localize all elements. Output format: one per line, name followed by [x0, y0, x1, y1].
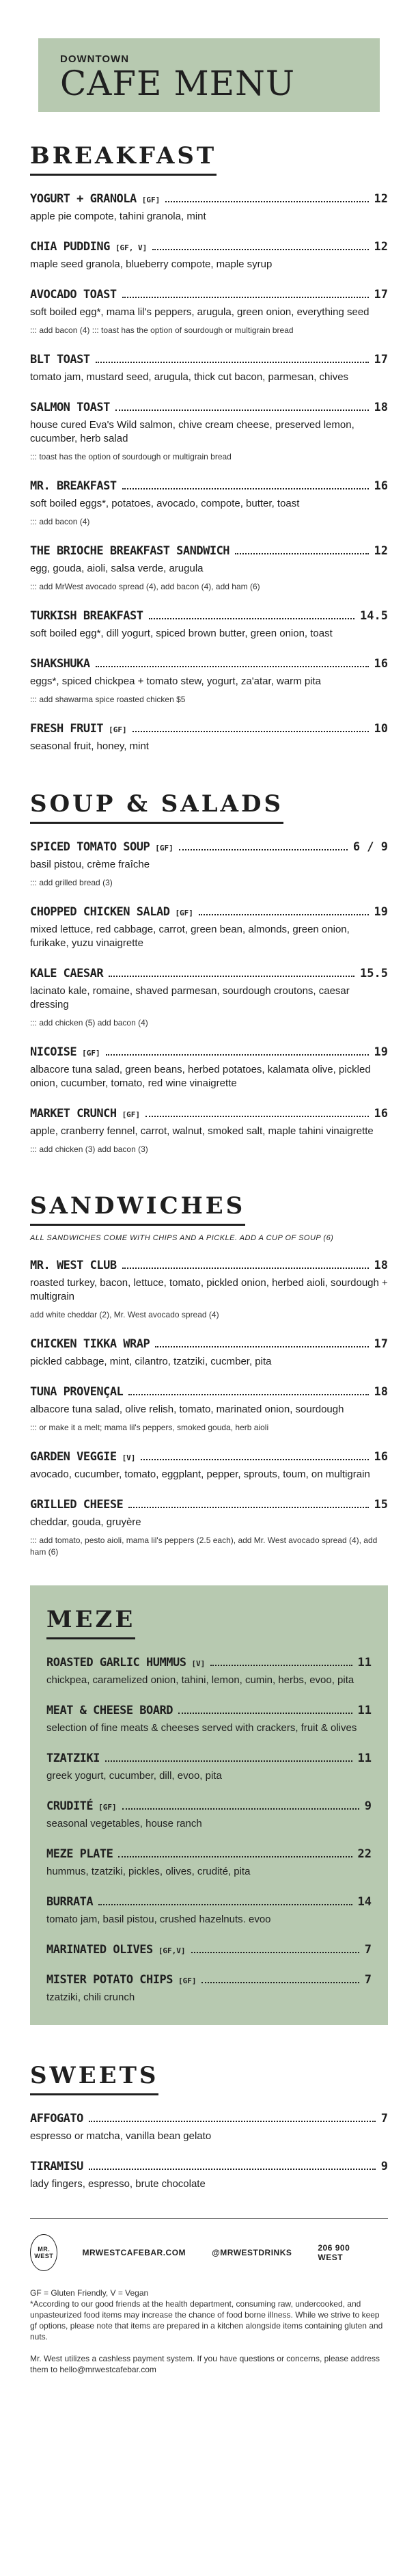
diet-tag: [GF]: [82, 1049, 100, 1058]
menu-item: [30, 240, 388, 271]
menu-item: [46, 1799, 372, 1831]
dot-leader: [96, 666, 369, 667]
menu-item-price: 10: [374, 722, 388, 736]
menu-item: [30, 401, 388, 463]
menu-item-header: [30, 353, 388, 366]
soups-title: SOUP & SALADS: [30, 790, 283, 824]
menu-item-addons: ::: add bacon (4) ::: toast has the option of sourdough or multigrain bread: [30, 325, 294, 335]
meze-title: MEZE: [46, 1606, 135, 1639]
menu-item-header: [30, 1385, 388, 1399]
sandwiches-section: [30, 1192, 388, 1558]
menu-item-description: hummus, tzatziki, pickles, olives, crudité, pita: [46, 1866, 251, 1877]
menu-item-name: AFFOGATO: [30, 2112, 83, 2125]
menu-item-name: SHAKSHUKA: [30, 657, 90, 671]
dot-leader: [98, 1904, 352, 1905]
menu-item-header: [30, 722, 388, 736]
menu-item-header: [30, 1259, 388, 1272]
menu-item: [30, 609, 388, 641]
menu-item-header: [30, 1498, 388, 1512]
dot-leader: [165, 201, 368, 202]
breakfast-title: BREAKFAST: [30, 142, 217, 176]
menu-item-description: tomato jam, mustard seed, arugula, thick cut bacon, parmesan, chives: [30, 371, 349, 383]
menu-item: [30, 722, 388, 753]
menu-item-description: egg, gouda, aioli, salsa verde, arugula: [30, 563, 204, 574]
diet-tag: [GF]: [98, 1803, 117, 1812]
menu-item-name: MISTER POTATO CHIPS: [46, 1973, 173, 1987]
menu-item-name: MEAT & CHEESE BOARD: [46, 1704, 173, 1717]
menu-item-header: [30, 240, 388, 254]
menu-item-price: 18: [374, 1385, 388, 1399]
menu-item-name: TURKISH BREAKFAST: [30, 609, 143, 623]
menu-item: [30, 1450, 388, 1481]
diet-legend: GF = Gluten Friendly, V = Vegan: [30, 2288, 149, 2298]
dot-leader: [199, 914, 369, 915]
menu-item-description: seasonal fruit, honey, mint: [30, 740, 149, 752]
soups-items: [30, 840, 388, 1155]
menu-item-name: GARDEN VEGGIE: [30, 1450, 117, 1464]
menu-item-header: [30, 1107, 388, 1121]
dot-leader: [115, 410, 369, 411]
menu-item-addons: ::: add bacon (4): [30, 517, 90, 526]
menu-item-description: greek yogurt, cucumber, dill, evoo, pita: [46, 1770, 222, 1782]
menu-item-name: BLT TOAST: [30, 353, 90, 366]
location-subtitle: DOWNTOWN: [60, 53, 130, 65]
menu-item-price: 12: [374, 240, 388, 254]
dot-leader: [191, 1952, 359, 1953]
menu-item-price: 12: [374, 192, 388, 206]
sandwiches-title: SANDWICHES: [30, 1192, 245, 1226]
menu-item-addons: ::: add shawarma spice roasted chicken $5: [30, 695, 186, 704]
menu-item: [30, 1045, 388, 1090]
address-text: 206 900 WEST: [318, 2243, 350, 2262]
menu-item: [30, 1259, 388, 1321]
menu-item-header: [30, 192, 388, 206]
menu-item-price: 17: [374, 288, 388, 301]
menu-item-name: KALE CAESAR: [30, 967, 104, 980]
dot-leader: [235, 553, 368, 554]
dot-leader: [128, 1394, 368, 1395]
menu-item-name: NICOISE: [30, 1045, 77, 1059]
menu-item-addons: ::: or make it a melt; mama lil's peppers, smoked gouda, herb aioli: [30, 1423, 269, 1432]
meze-section: [30, 1585, 388, 2025]
menu-item-addons: add white cheddar (2), Mr. West avocado spread (4): [30, 1310, 219, 1319]
menu-item-name: CHICKEN TIKKA WRAP: [30, 1337, 150, 1351]
diet-tag: [GF]: [178, 1976, 197, 1985]
menu-item-description: albacore tuna salad, olive relish, tomato, marinated onion, sourdough: [30, 1404, 344, 1415]
dot-leader: [89, 2169, 376, 2170]
breakfast-items: [30, 192, 388, 753]
menu-item-addons: ::: add MrWest avocado spread (4), add bacon (4), add ham (6): [30, 582, 260, 591]
menu-item-price: 17: [374, 1337, 388, 1351]
menu-item-price: 18: [374, 1259, 388, 1272]
menu-item: [30, 840, 388, 889]
dot-leader: [106, 1054, 369, 1056]
menu-item-price: 11: [357, 1704, 372, 1717]
dot-leader: [178, 1713, 352, 1714]
menu-item-header: [46, 1895, 372, 1909]
menu-item: [30, 353, 388, 384]
menu-title: CAFE MENU: [60, 64, 296, 103]
diet-tag: [V]: [191, 1659, 206, 1668]
soups-section: [30, 790, 388, 1155]
diet-tag: [GF,V]: [158, 1946, 186, 1955]
dot-leader: [96, 362, 369, 363]
menu-item-addons: ::: add chicken (3) add bacon (3): [30, 1144, 148, 1154]
menu-item-name: ROASTED GARLIC HUMMUS: [46, 1656, 186, 1669]
menu-item-price: 15.5: [360, 967, 388, 980]
menu-item-description: apple, cranberry fennel, carrot, walnut, smoked salt, maple tahini vinaigrette: [30, 1125, 374, 1137]
menu-item-header: [46, 1847, 372, 1861]
menu-item-price: 22: [357, 1847, 372, 1861]
menu-item-description: maple seed granola, blueberry compote, maple syrup: [30, 258, 273, 270]
menu-item: [46, 1943, 372, 1957]
menu-item-header: [30, 905, 388, 919]
menu-item-name: MARINATED OLIVES: [46, 1943, 153, 1957]
menu-item: [46, 1656, 372, 1687]
dot-leader: [179, 849, 348, 850]
menu-item-price: 16: [374, 1107, 388, 1121]
menu-item-name: MR. BREAKFAST: [30, 479, 117, 493]
menu-item: [30, 967, 388, 1029]
sweets-section: [30, 2062, 388, 2191]
sweets-title: SWEETS: [30, 2062, 158, 2095]
menu-item-header: [30, 1450, 388, 1464]
menu-item-description: soft boiled eggs*, potatoes, avocado, compote, butter, toast: [30, 498, 300, 509]
menu-item-header: [30, 2112, 388, 2125]
menu-item: [46, 1895, 372, 1927]
menu-item: [30, 288, 388, 336]
dot-leader: [122, 1808, 359, 1810]
diet-tag: [V]: [122, 1453, 136, 1462]
dot-leader: [105, 1760, 352, 1762]
menu-item-name: YOGURT + GRANOLA: [30, 192, 137, 206]
menu-item-price: 9: [380, 2160, 388, 2173]
dot-leader: [141, 1459, 368, 1460]
menu-item-description: apple pie compote, tahini granola, mint: [30, 211, 206, 222]
dot-leader: [155, 1346, 368, 1347]
menu-item-price: 7: [364, 1973, 372, 1987]
sweets-items: [30, 2112, 388, 2191]
menu-item-price: 6 / 9: [352, 840, 388, 854]
menu-item-description: soft boiled egg*, mama lil's peppers, arugula, green onion, everything seed: [30, 306, 370, 318]
menu-item-name: FRESH FRUIT: [30, 722, 104, 736]
menu-item-price: 19: [374, 1045, 388, 1059]
menu-item-description: selection of fine meats & cheeses served with crackers, fruit & olives: [46, 1722, 357, 1734]
menu-item-description: eggs*, spiced chickpea + tomato stew, yogurt, za'atar, warm pita: [30, 675, 321, 687]
menu-item-description: seasonal vegetables, house ranch: [46, 1818, 202, 1829]
dot-leader: [122, 297, 369, 298]
payment-note: Mr. West utilizes a cashless payment system. If you have questions or concerns, please address them to hello@mrwestcafebar.com: [30, 2354, 380, 2374]
dot-leader: [118, 1856, 352, 1857]
menu-item: [30, 2112, 388, 2143]
dot-leader: [210, 1665, 352, 1666]
menu-item-name: TUNA PROVENÇAL: [30, 1385, 124, 1399]
dot-leader: [128, 1507, 368, 1508]
menu-item-price: 17: [374, 353, 388, 366]
menu-item: [30, 1107, 388, 1155]
menu-item-description: espresso or matcha, vanilla bean gelato: [30, 2130, 212, 2142]
menu-header: [38, 38, 380, 112]
footnotes: [30, 2287, 388, 2375]
menu-item-header: [30, 840, 388, 854]
sandwiches-note: ALL SANDWICHES COME WITH CHIPS AND A PICKLE. ADD A CUP OF SOUP (6): [30, 1234, 334, 1242]
menu-item-header: [46, 1656, 372, 1669]
menu-item-header: [46, 1943, 372, 1957]
menu-item-header: [30, 609, 388, 623]
menu-item-addons: ::: add chicken (5) add bacon (4): [30, 1018, 148, 1028]
menu-item-price: 14.5: [360, 609, 388, 623]
menu-item-price: 11: [357, 1752, 372, 1765]
menu-item-name: SPICED TOMATO SOUP: [30, 840, 150, 854]
menu-item-name: TIRAMISU: [30, 2160, 83, 2173]
menu-item-name: CHOPPED CHICKEN SALAD: [30, 905, 170, 919]
dot-leader: [89, 2121, 376, 2122]
menu-item-description: house cured Eva's Wild salmon, chive cream cheese, preserved lemon, cucumber, herb salad: [30, 419, 354, 444]
menu-item-header: [46, 1752, 372, 1765]
mr-west-logo: [30, 2234, 57, 2271]
menu-item: [30, 1385, 388, 1434]
menu-item-description: tomato jam, basil pistou, crushed hazelnuts. evoo: [46, 1914, 271, 1925]
menu-item-description: chickpea, caramelized onion, tahini, lemon, cumin, herbs, evoo, pita: [46, 1674, 354, 1686]
dot-leader: [152, 249, 368, 250]
menu-item-name: CHIA PUDDING: [30, 240, 110, 254]
menu-item-header: [46, 1973, 372, 1987]
health-disclaimer: *According to our good friends at the health department, consuming raw, undercooked, and unpasteurized food items may increase the chance of food borne illness. While we strive to keep gf options, please note that items are prepared in a kitchen alongside items containing gluten and nuts.: [30, 2299, 383, 2342]
dot-leader: [122, 488, 369, 489]
menu-item-header: [30, 967, 388, 980]
menu-item-header: [30, 1045, 388, 1059]
menu-item-header: [30, 2160, 388, 2173]
menu-item: [30, 2160, 388, 2191]
menu-item-header: [30, 1337, 388, 1351]
menu-item: [30, 544, 388, 593]
breakfast-section: [30, 142, 388, 753]
menu-item-name: BURRATA: [46, 1895, 94, 1909]
menu-item: [30, 1337, 388, 1369]
diet-tag: [GF]: [141, 196, 161, 204]
menu-item-description: cheddar, gouda, gruyère: [30, 1516, 141, 1528]
logo-text: MR. WEST: [34, 2246, 54, 2259]
menu-item-header: [30, 401, 388, 414]
menu-item-price: 7: [380, 2112, 388, 2125]
menu-item-price: 16: [374, 657, 388, 671]
menu-item-header: [46, 1799, 372, 1813]
footer-row: [30, 2234, 388, 2271]
menu-item-description: lady fingers, espresso, brute chocolate: [30, 2178, 206, 2190]
menu-item-description: basil pistou, crème fraîche: [30, 859, 150, 870]
menu-item: [46, 1973, 372, 2004]
dot-leader: [145, 1116, 368, 1117]
menu-item-description: albacore tuna salad, green beans, herbed potatoes, kalamata olive, pickled onion, cucumber, tomato, red wine vinaigrette: [30, 1064, 371, 1089]
menu-item-header: [30, 657, 388, 671]
menu-item-price: 18: [374, 401, 388, 414]
menu-item-name: CRUDITÉ: [46, 1799, 94, 1813]
diet-tag: [GF, V]: [115, 243, 148, 252]
menu-item-description: avocado, cucumber, tomato, eggplant, pepper, sprouts, toum, on multigrain: [30, 1468, 370, 1480]
dot-leader: [133, 731, 369, 732]
menu-item-addons: ::: add tomato, pesto aioli, mama lil's peppers (2.5 each), add Mr. West avocado spread (4), add ham (6): [30, 1535, 378, 1557]
menu-item-name: TZATZIKI: [46, 1752, 100, 1765]
dot-leader: [109, 976, 354, 977]
menu-item: [46, 1704, 372, 1735]
diet-tag: [GF]: [122, 1110, 141, 1119]
menu-item-price: 19: [374, 905, 388, 919]
menu-item-header: [30, 479, 388, 493]
menu-item-price: 16: [374, 479, 388, 493]
menu-item-name: THE BRIOCHE BREAKFAST SANDWICH: [30, 544, 230, 558]
menu-item-price: 16: [374, 1450, 388, 1464]
dot-leader: [201, 1982, 359, 1983]
diet-tag: [GF]: [109, 725, 127, 734]
menu-item: [30, 905, 388, 950]
menu-item-price: 12: [374, 544, 388, 558]
menu-item-price: 14: [357, 1895, 372, 1909]
menu-item-name: MR. WEST CLUB: [30, 1259, 117, 1272]
menu-item: [46, 1847, 372, 1879]
menu-item-name: AVOCADO TOAST: [30, 288, 117, 301]
menu-item-description: soft boiled egg*, dill yogurt, spiced brown butter, green onion, toast: [30, 628, 333, 639]
menu-item-description: pickled cabbage, mint, cilantro, tzatziki, cucmber, pita: [30, 1356, 272, 1367]
menu-item-header: [30, 288, 388, 301]
menu-item-name: MEZE PLATE: [46, 1847, 113, 1861]
sandwiches-items: [30, 1259, 388, 1558]
menu-item-description: mixed lettuce, red cabbage, carrot, green bean, almonds, green onion, furikake, yuzu vinaigrette: [30, 924, 350, 949]
menu-item-description: tzatziki, chili crunch: [46, 1991, 135, 2003]
menu-item-price: 11: [357, 1656, 372, 1669]
diet-tag: [GF]: [175, 909, 193, 917]
menu-item: [30, 479, 388, 528]
menu-item-description: lacinato kale, romaine, shaved parmesan, sourdough croutons, caesar dressing: [30, 985, 350, 1010]
menu-item: [30, 657, 388, 706]
menu-item: [30, 192, 388, 224]
menu-item-name: MARKET CRUNCH: [30, 1107, 117, 1121]
menu-item-price: 7: [364, 1943, 372, 1957]
social-handle[interactable]: @MRWESTDRINKS: [212, 2248, 292, 2257]
menu-item-name: SALMON TOAST: [30, 401, 110, 414]
meze-items: [46, 1656, 372, 2004]
menu-item-header: [46, 1704, 372, 1717]
dot-leader: [149, 618, 355, 619]
menu-item: [46, 1752, 372, 1783]
menu-item-header: [30, 544, 388, 558]
menu-item-price: 9: [364, 1799, 372, 1813]
menu-item-addons: ::: add grilled bread (3): [30, 878, 113, 887]
website-link[interactable]: MRWESTCAFEBAR.COM: [82, 2248, 186, 2257]
menu-item-addons: ::: toast has the option of sourdough or multigrain bread: [30, 452, 232, 461]
menu-item-name: GRILLED CHEESE: [30, 1498, 124, 1512]
dot-leader: [122, 1267, 369, 1269]
menu-item-description: roasted turkey, bacon, lettuce, tomato, pickled onion, herbed aioli, sourdough + multigrain: [30, 1277, 388, 1302]
menu-item-price: 15: [374, 1498, 388, 1512]
diet-tag: [GF]: [155, 844, 173, 853]
footer-divider: [30, 2218, 388, 2219]
menu-item: [30, 1498, 388, 1558]
